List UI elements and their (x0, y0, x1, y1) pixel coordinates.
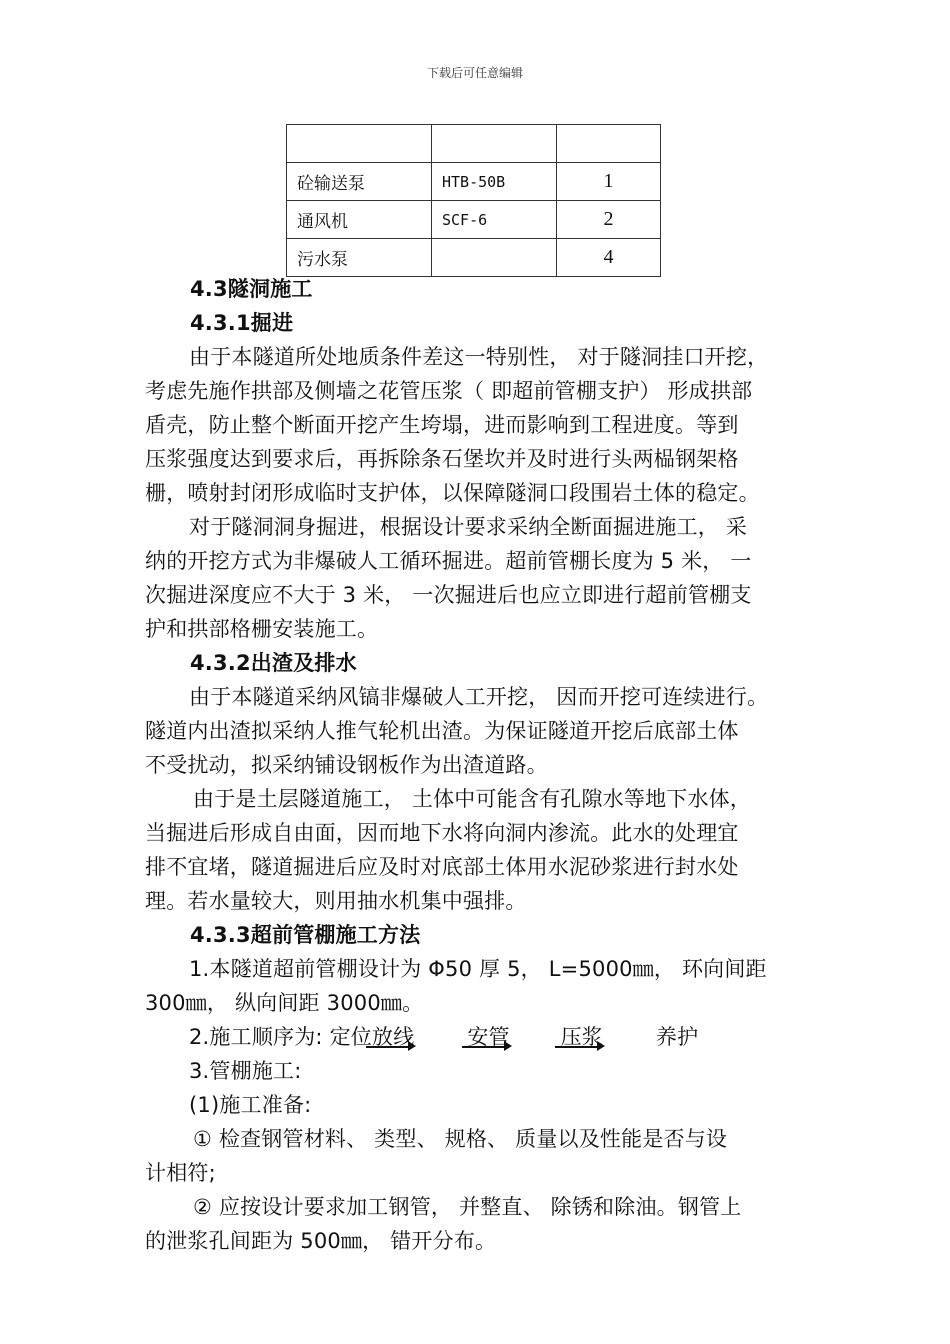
paragraph-line: 3.管棚施工: (189, 1059, 302, 1083)
document-body (145, 272, 820, 1258)
paragraph-line: 压浆强度达到要求后，再拆除条石堡坎并及时进行头两榀钢架格 (145, 447, 739, 471)
paragraph-line: 隧道内出渣拟采纳人推气轮机出渣。为保证隧道开挖后底部土体 (145, 719, 739, 743)
paragraph-line: 300㎜， 纵向间距 3000㎜。 (145, 991, 424, 1015)
table-cell: 砼输送泵 (287, 163, 432, 201)
paragraph-line: 当掘进后形成自由面，因而地下水将向洞内渗流。此水的处理宜 (145, 821, 739, 845)
table-cell: SCF-6 (432, 201, 557, 239)
page-header: 下载后可任意编辑 (426, 66, 523, 80)
table-cell (557, 125, 661, 163)
sequence-step: 定位放线 (329, 1025, 415, 1049)
sequence-step: 压浆 (560, 1025, 604, 1049)
paragraph-line: 由于本隧道所处地质条件差这一特别性， 对于隧洞挂口开挖， (189, 345, 769, 369)
paragraph-line: 由于本隧道采纳风镐非爆破人工开挖， 因而开挖可连续进行。 (189, 685, 769, 709)
paragraph-line: 理。若水量较大，则用抽水机集中强排。 (145, 889, 527, 913)
subsection-heading: 4.3.1掘进 (190, 311, 294, 335)
table-cell: 2 (557, 201, 661, 239)
table-cell: HTB-50B (432, 163, 557, 201)
paragraph-line: 对于隧洞洞身掘进，根据设计要求采纳全断面掘进施工， 采 (189, 515, 748, 539)
paragraph-line: ① 检查钢管材料、 类型、 规格、 质量以及性能是否与设 (193, 1127, 728, 1151)
table-row (287, 163, 661, 201)
paragraph-line: 的泄浆孔间距为 500㎜， 错开分布。 (145, 1229, 497, 1253)
table-row (287, 201, 661, 239)
paragraph-line: (1)施工准备: (189, 1093, 312, 1117)
table-cell: 通风机 (287, 201, 432, 239)
section-heading: 4.3隧洞施工 (190, 277, 313, 301)
paragraph-line: 纳的开挖方式为非爆破人工循环掘进。超前管棚长度为 5 米， 一 (145, 549, 752, 573)
paragraph-line: 1.本隧道超前管棚设计为 Φ50 厚 5， L=5000㎜， 环向间距 (189, 957, 767, 981)
paragraph-line: 排不宜堵，隧道掘进后应及时对底部土体用水泥砂浆进行封水处 (145, 855, 739, 879)
subsection-heading: 4.3.2出渣及排水 (190, 651, 357, 675)
paragraph-line: 考虑先施作拱部及侧墙之花管压浆（ 即超前管棚支护） 形成拱部 (145, 379, 753, 403)
table-row (287, 239, 661, 277)
paragraph-line: ② 应按设计要求加工钢管， 并整直、 除锈和除油。钢管上 (193, 1195, 742, 1219)
table-row (287, 125, 661, 163)
sequence-step: 安管 (467, 1025, 510, 1049)
sequence-step: 养护 (655, 1025, 699, 1049)
paragraph-line: 护和拱部格栅安装施工。 (145, 617, 379, 641)
table-cell (432, 239, 557, 277)
equipment-table (286, 124, 661, 277)
subsection-heading: 4.3.3超前管棚施工方法 (190, 923, 421, 947)
table-cell: 污水泵 (287, 239, 432, 277)
table-cell (432, 125, 557, 163)
paragraph-line: 栅，喷射封闭形成临时支护体，以保障隧洞口段围岩土体的稳定。 (145, 481, 760, 505)
table-cell: 1 (557, 163, 661, 201)
paragraph-line: 计相符; (145, 1161, 216, 1185)
paragraph-line: 不受扰动，拟采纳铺设钢板作为出渣道路。 (145, 753, 548, 777)
sequence-line (145, 1020, 820, 1054)
paragraph-line: 盾壳，防止整个断面开挖产生垮塌，进而影响到工程进度。等到 (145, 413, 739, 437)
paragraph-line: 次掘进深度应不大于 3 米， 一次掘进后也应立即进行超前管棚支 (145, 583, 752, 607)
sequence-label: 2.施工顺序为: (189, 1025, 323, 1049)
paragraph-line: 由于是土层隧道施工， 土体中可能含有孔隙水等地下水体， (193, 787, 752, 811)
table-cell (287, 125, 432, 163)
table-cell: 4 (557, 239, 661, 277)
